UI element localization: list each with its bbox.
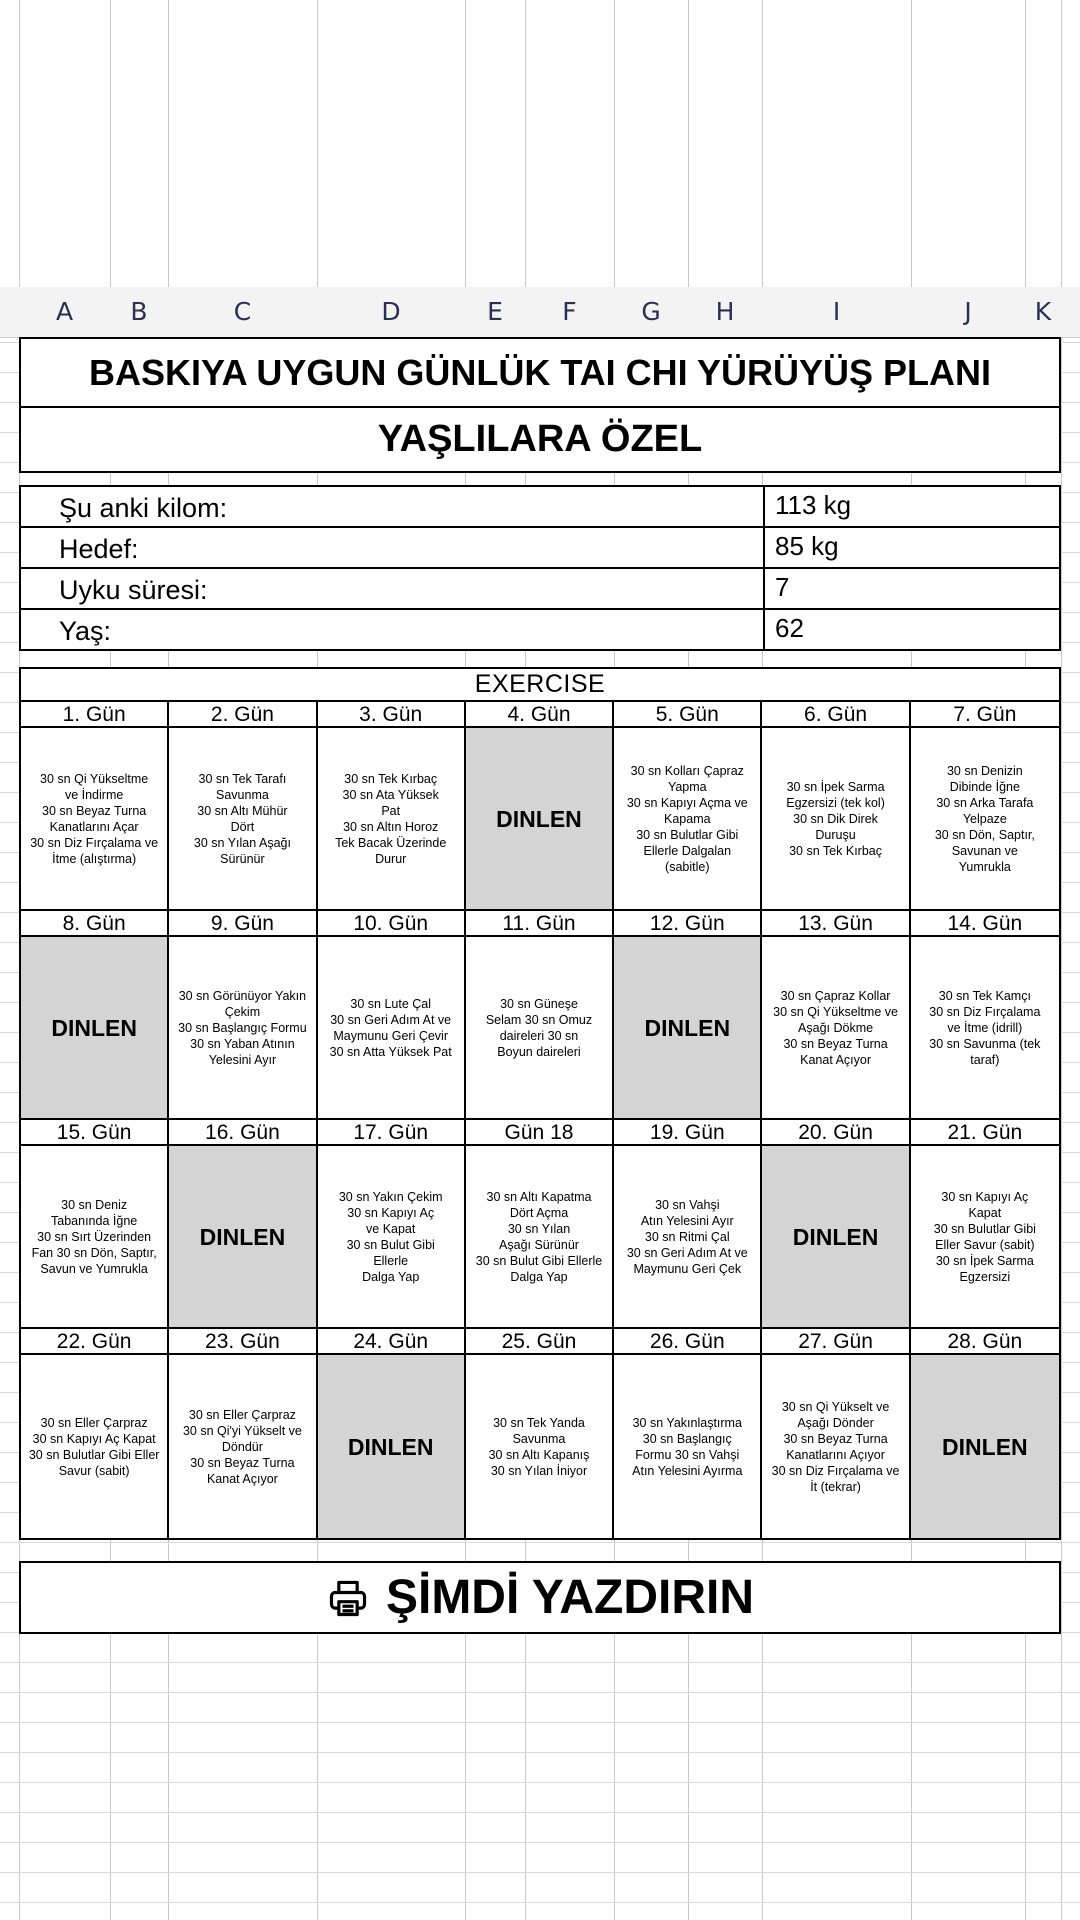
column-header-c[interactable]: C (233, 297, 252, 326)
exercise-cell[interactable]: 30 sn Deniz Tabanında İğne 30 sn Sırt Üzerinden Fan 30 sn Dön, Saptır, Savun ve Yumrukla (21, 1146, 169, 1329)
page-title: BASKIYA UYGUN GÜNLÜK TAI CHI YÜRÜYÜŞ PLANI (19, 337, 1061, 408)
info-table (19, 485, 1061, 651)
exercise-cell[interactable]: 30 sn Tek Kamçı 30 sn Diz Fırçalama ve İtme (idrill) 30 sn Savunma (tek taraf) (911, 937, 1059, 1120)
exercise-cell[interactable]: 30 sn Tek Yanda Savunma 30 sn Altı Kapanış 30 sn Yılan İniyor (466, 1355, 614, 1538)
rest-day-cell[interactable]: DINLEN (169, 1146, 317, 1329)
week-cells-2 (21, 937, 1059, 1120)
day-label: 23. Gün (169, 1329, 317, 1355)
exercise-cell[interactable]: 30 sn Yakın Çekim 30 sn Kapıyı Aç ve Kapat 30 sn Bulut Gibi Ellerle Dalga Yap (318, 1146, 466, 1329)
day-label: 17. Gün (318, 1120, 466, 1146)
column-header-k[interactable]: K (1034, 297, 1052, 326)
week-cells-4 (21, 1355, 1059, 1538)
grid-row-line (0, 1542, 1080, 1543)
week-labels-4 (21, 1329, 1059, 1355)
day-label: 4. Gün (466, 702, 614, 728)
day-label: 14. Gün (911, 911, 1059, 937)
grid-row-line (0, 1752, 1080, 1753)
week-labels-2 (21, 911, 1059, 937)
info-value[interactable]: 113 kg (763, 487, 851, 526)
exercise-cell[interactable]: 30 sn Qi Yükseltme ve İndirme 30 sn Beyaz Turna Kanatlarını Açar 30 sn Diz Fırçalama ve İtme (alıştırma) (21, 728, 169, 911)
day-label: 26. Gün (614, 1329, 762, 1355)
column-header-i[interactable]: I (832, 297, 841, 326)
exercise-cell[interactable]: 30 sn Eller Çarpraz 30 sn Kapıyı Aç Kapat 30 sn Bulutlar Gibi Eller Savur (sabit) (21, 1355, 169, 1538)
exercise-cell[interactable]: 30 sn Lute Çal 30 sn Geri Adım At ve Maymunu Geri Çevir 30 sn Atta Yüksek Pat (318, 937, 466, 1120)
rest-day-cell[interactable]: DINLEN (911, 1355, 1059, 1538)
grid-row-line (0, 1692, 1080, 1693)
printer-icon (326, 1576, 370, 1620)
column-header-g[interactable]: G (641, 297, 661, 326)
exercise-cell[interactable]: 30 sn Altı Kapatma Dört Açma 30 sn Yılan Aşağı Sürünür 30 sn Bulut Gibi Ellerle Dalga Yap (466, 1146, 614, 1329)
exercise-cell[interactable]: 30 sn Vahşi Atın Yelesini Ayır 30 sn Ritmi Çal 30 sn Geri Adım At ve Maymunu Geri Çek (614, 1146, 762, 1329)
exercise-cell[interactable]: 30 sn Görünüyor Yakın Çekim 30 sn Başlangıç Formu 30 sn Yaban Atının Yelesini Ayır (169, 937, 317, 1120)
column-header-j[interactable]: J (964, 297, 972, 326)
column-header-e[interactable]: E (487, 297, 503, 326)
day-label: 6. Gün (762, 702, 910, 728)
day-label: 12. Gün (614, 911, 762, 937)
exercise-cell[interactable]: 30 sn Yakınlaştırma 30 sn Başlangıç Formu 30 sn Vahşi Atın Yelesini Ayırma (614, 1355, 762, 1538)
day-label: 21. Gün (911, 1120, 1059, 1146)
exercise-cell[interactable]: 30 sn Güneşe Selam 30 sn Omuz daireleri 30 sn Boyun daireleri (466, 937, 614, 1120)
day-label: 16. Gün (169, 1120, 317, 1146)
week-cells-3 (21, 1146, 1059, 1329)
info-value[interactable]: 62 (763, 610, 804, 649)
grid-row-line (0, 1812, 1080, 1813)
grid-row-line (0, 1872, 1080, 1873)
day-label: 28. Gün (911, 1329, 1059, 1355)
info-label: Yaş: (59, 616, 112, 646)
column-header-bar (0, 287, 1080, 338)
column-header-a[interactable]: A (55, 297, 74, 326)
day-label: 25. Gün (466, 1329, 614, 1355)
column-header-f[interactable]: F (562, 297, 577, 326)
rest-day-cell[interactable]: DINLEN (762, 1146, 910, 1329)
info-value[interactable]: 85 kg (763, 528, 839, 567)
exercise-cell[interactable]: 30 sn Eller Çarpraz 30 sn Qi'yi Yükselt ve Döndür 30 sn Beyaz Turna Kanat Açıyor (169, 1355, 317, 1538)
grid-row-line (0, 1662, 1080, 1663)
week-cells-1 (21, 728, 1059, 911)
exercise-cell[interactable]: 30 sn Denizin Dibinde İğne 30 sn Arka Tarafa Yelpaze 30 sn Dön, Saptır, Savunan ve Yumrukla (911, 728, 1059, 911)
rest-day-cell[interactable]: DINLEN (614, 937, 762, 1120)
info-row-sleep (19, 569, 1061, 610)
day-label: 9. Gün (169, 911, 317, 937)
info-row-age (19, 610, 1061, 651)
info-row-goal (19, 528, 1061, 569)
day-label: 22. Gün (21, 1329, 169, 1355)
grid-row-line (0, 1902, 1080, 1903)
info-label: Hedef: (59, 534, 139, 564)
info-row-current-weight (19, 485, 1061, 528)
exercise-cell[interactable]: 30 sn Çapraz Kollar 30 sn Qi Yükseltme ve Aşağı Dökme 30 sn Beyaz Turna Kanat Açıyor (762, 937, 910, 1120)
info-label: Şu anki kilom: (59, 493, 228, 523)
day-label: 3. Gün (318, 702, 466, 728)
day-label: 8. Gün (21, 911, 169, 937)
exercise-cell[interactable]: 30 sn Qi Yükselt ve Aşağı Dönder 30 sn Beyaz Turna Kanatlarını Açıyor 30 sn Diz Fırçalama ve İt (tekrar) (762, 1355, 910, 1538)
day-label: 19. Gün (614, 1120, 762, 1146)
day-label: 24. Gün (318, 1329, 466, 1355)
day-label: 27. Gün (762, 1329, 910, 1355)
day-label: 7. Gün (911, 702, 1059, 728)
day-label: 20. Gün (762, 1120, 910, 1146)
column-header-b[interactable]: B (130, 297, 148, 326)
grid-row-line (0, 1782, 1080, 1783)
rest-day-cell[interactable]: DINLEN (466, 728, 614, 911)
info-value[interactable]: 7 (763, 569, 789, 608)
week-labels-3 (21, 1120, 1059, 1146)
column-header-d[interactable]: D (381, 297, 401, 326)
day-label: 2. Gün (169, 702, 317, 728)
exercise-cell[interactable]: 30 sn Tek Kırbaç 30 sn Ata Yüksek Pat 30 sn Altın Horoz Tek Bacak Üzerinde Durur (318, 728, 466, 911)
page-subtitle: YAŞLILARA ÖZEL (19, 406, 1061, 473)
grid-row-line (0, 1842, 1080, 1843)
info-label: Uyku süresi: (59, 575, 208, 605)
grid-row-line (0, 1722, 1080, 1723)
exercise-plan-table (19, 667, 1061, 1540)
day-label: 10. Gün (318, 911, 466, 937)
column-header-h[interactable]: H (715, 297, 735, 326)
day-label: Gün 18 (466, 1120, 614, 1146)
day-label: 11. Gün (466, 911, 614, 937)
exercise-cell[interactable]: 30 sn Kapıyı Aç Kapat 30 sn Bulutlar Gibi Eller Savur (sabit) 30 sn İpek Sarma Egzersizi (911, 1146, 1059, 1329)
day-label: 1. Gün (21, 702, 169, 728)
print-now-button[interactable] (19, 1561, 1061, 1634)
print-button-label: ŞİMDİ YAZDIRIN (385, 1571, 755, 1624)
plan-header: EXERCISE (21, 669, 1059, 702)
exercise-cell[interactable]: 30 sn Kolları Çapraz Yapma 30 sn Kapıyı Açma ve Kapama 30 sn Bulutlar Gibi Ellerle Dalgalan (sabitle) (614, 728, 762, 911)
rest-day-cell[interactable]: DINLEN (318, 1355, 466, 1538)
rest-day-cell[interactable]: DINLEN (21, 937, 169, 1120)
day-label: 5. Gün (614, 702, 762, 728)
day-label: 15. Gün (21, 1120, 169, 1146)
exercise-cell[interactable]: 30 sn İpek Sarma Egzersizi (tek kol) 30 sn Dik Direk Duruşu 30 sn Tek Kırbaç (762, 728, 910, 911)
day-label: 13. Gün (762, 911, 910, 937)
exercise-cell[interactable]: 30 sn Tek Tarafı Savunma 30 sn Altı Mühür Dört 30 sn Yılan Aşağı Sürünür (169, 728, 317, 911)
week-labels-1 (21, 702, 1059, 728)
